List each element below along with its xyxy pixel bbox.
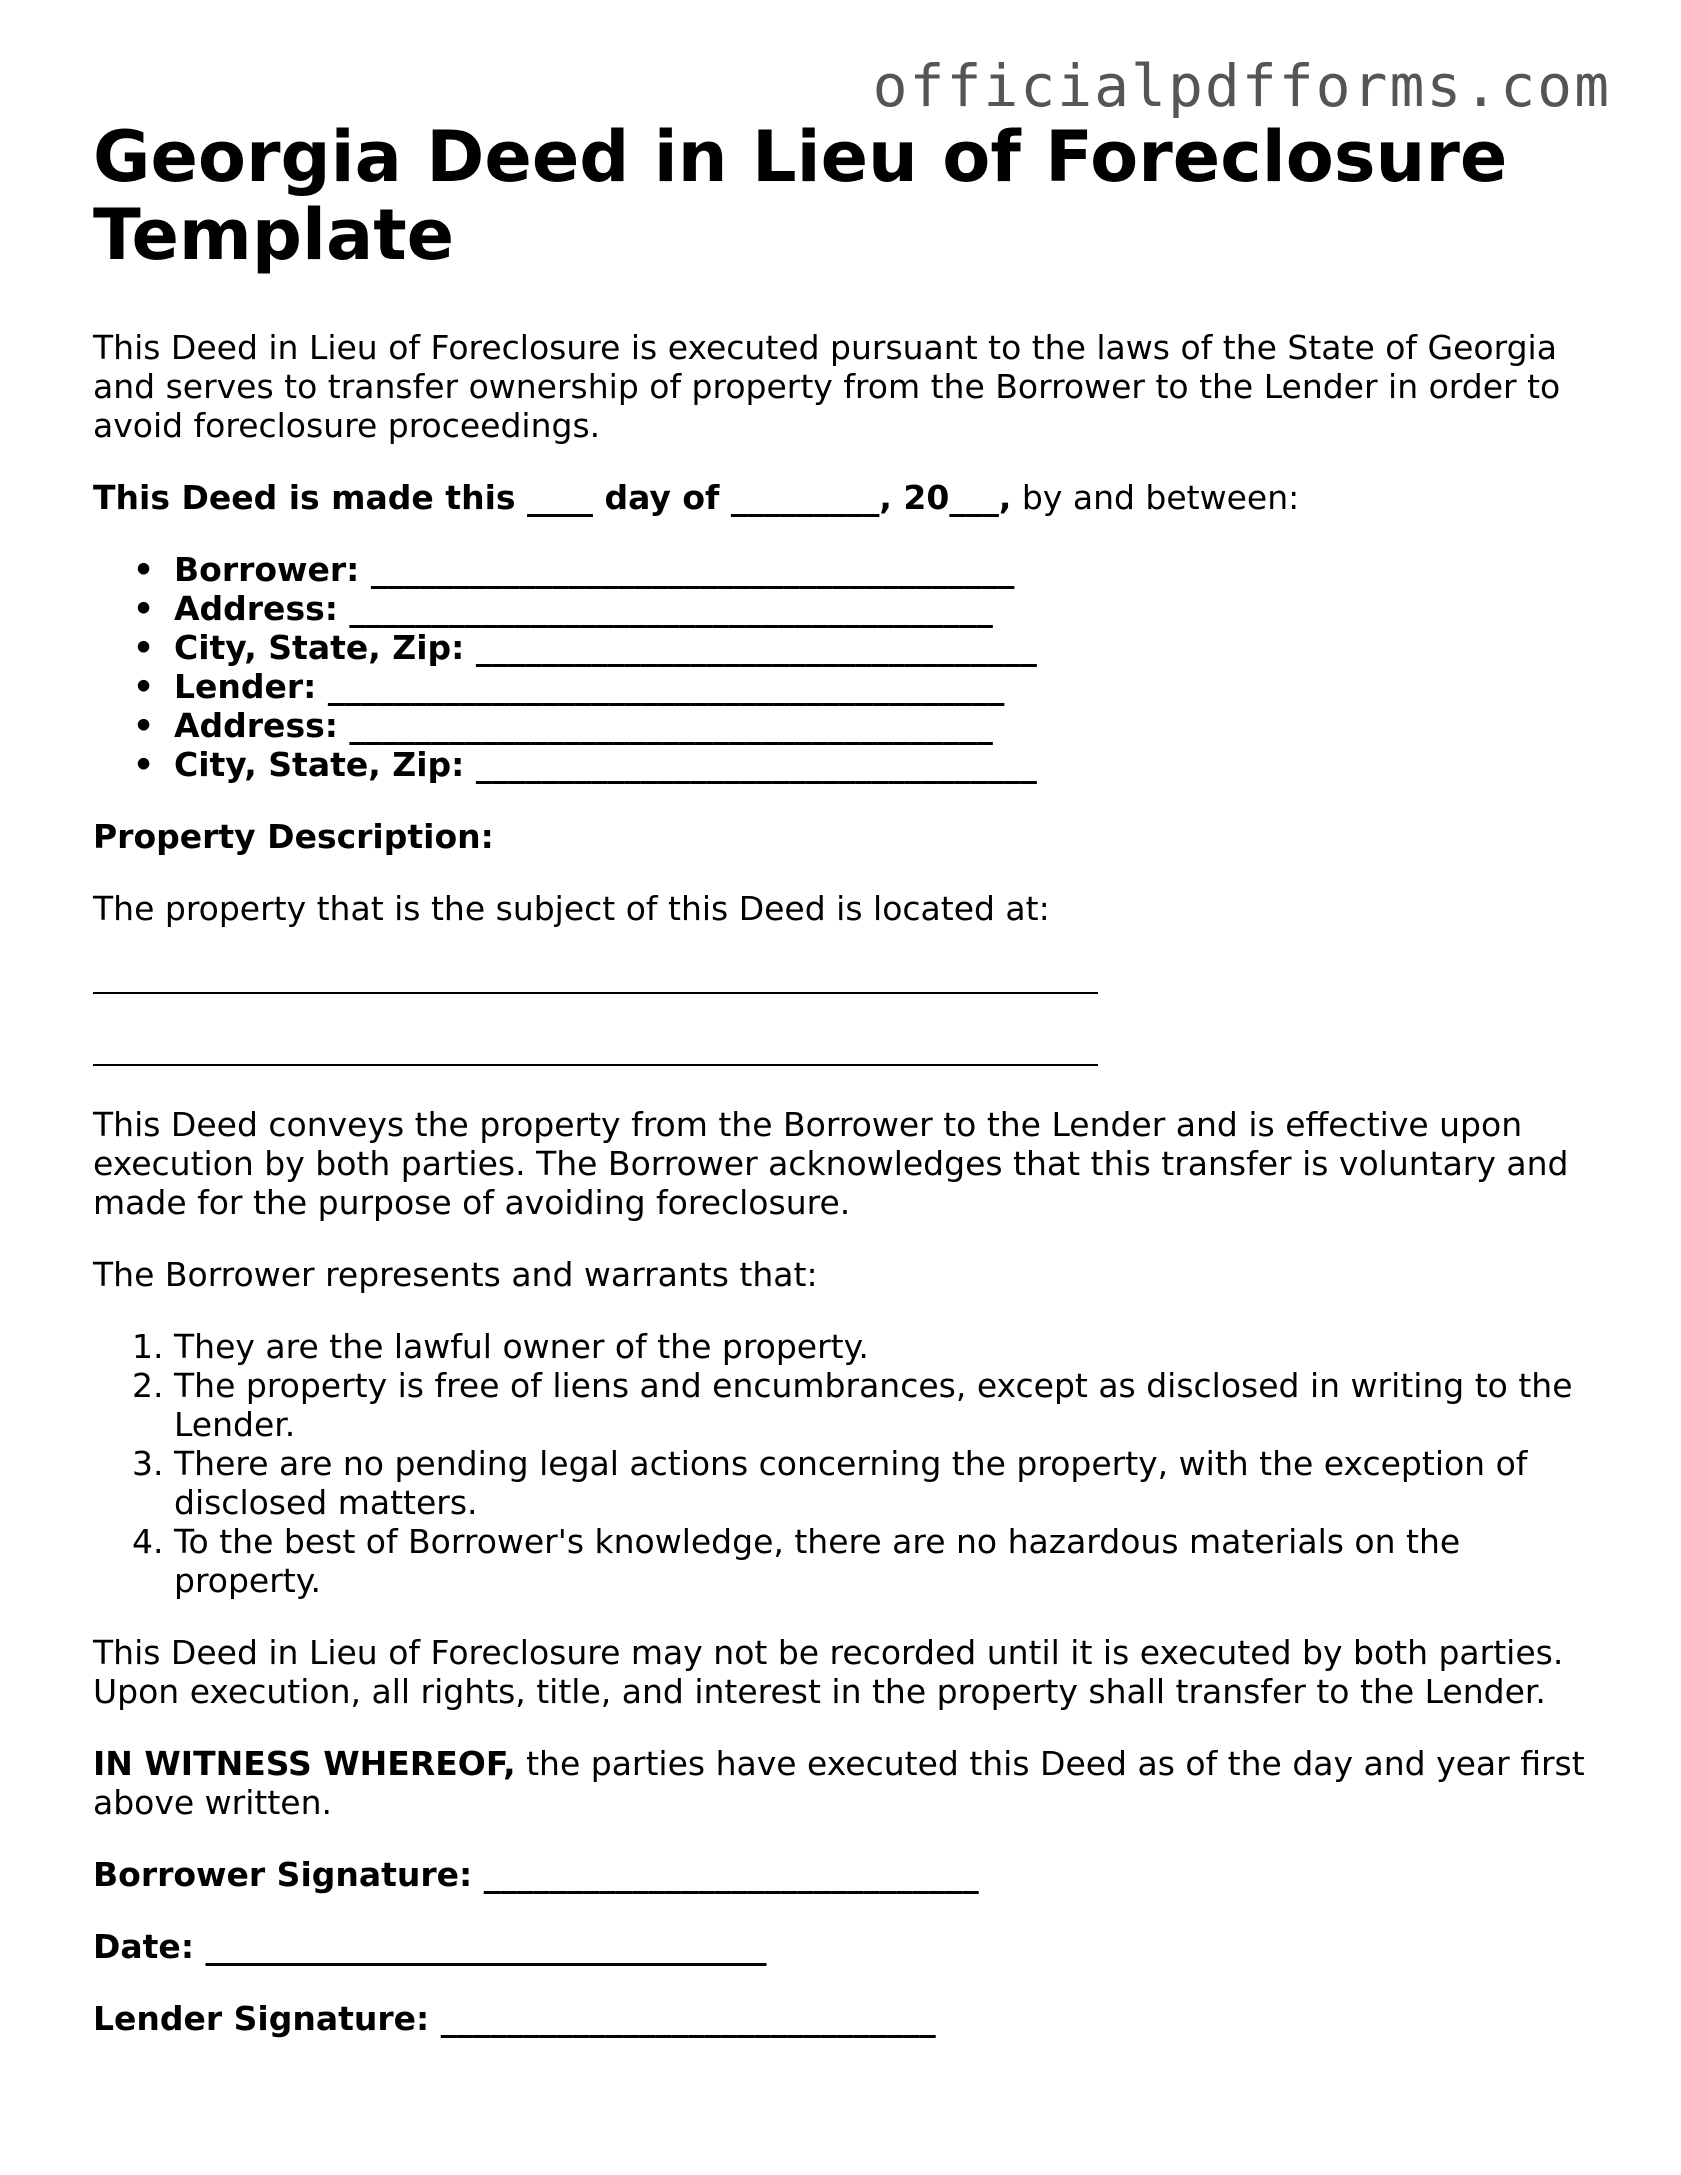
deed-date-rest: by and between: — [1011, 478, 1300, 517]
warranties-list — [93, 1327, 1593, 1600]
party-lender-address-field[interactable]: • Address: _______________________________________ — [133, 706, 1593, 745]
party-borrower-address-field[interactable]: • Address: _______________________________________ — [133, 589, 1593, 628]
witness-rest: the parties have executed this Deed as of the day and year first above written. — [93, 1744, 1585, 1822]
warranty-item: 3. There are no pending legal actions concerning the property, with the exception of disclosed matters. — [174, 1444, 1593, 1522]
page-title: Georgia Deed in Lieu of Foreclosure Template — [93, 116, 1508, 276]
property-intro: The property that is the subject of this Deed is located at: — [93, 889, 1050, 928]
borrower-signature-field[interactable]: Borrower Signature: ______________________________ — [93, 1855, 979, 1894]
intro-paragraph: This Deed in Lieu of Foreclosure is executed pursuant to the laws of the State of Georgia and serves to transfer ownership of property from the Borrower to the Lender in order to avoid foreclosure proceedings. — [93, 328, 1561, 445]
warrants-intro: The Borrower represents and warrants that: — [93, 1255, 818, 1294]
deed-date-line — [93, 478, 1593, 517]
party-borrower-field[interactable]: • Borrower: _______________________________________ — [133, 550, 1593, 589]
property-line-2[interactable] — [93, 1033, 1593, 1072]
party-borrower-city-field[interactable]: • City, State, Zip: __________________________________ — [133, 628, 1593, 667]
warranty-item: 2. The property is free of liens and encumbrances, except as disclosed in writing to the Lender. — [174, 1366, 1593, 1444]
party-lender-city-field[interactable]: • City, State, Zip: __________________________________ — [133, 745, 1593, 784]
witness-bold: IN WITNESS WHEREOF, — [93, 1744, 516, 1783]
deed-date-bold: This Deed is made this ____ day of _________, 20___, — [93, 478, 1012, 517]
property-heading: Property Description: — [93, 817, 494, 856]
conveys-paragraph: This Deed conveys the property from the Borrower to the Lender and is effective upon execution by both parties. The Borrower acknowledges that this transfer is voluntary and made for the purpose of avoiding foreclosure. — [93, 1105, 1569, 1222]
warranty-item: 4. To the best of Borrower's knowledge, there are no hazardous materials on the property. — [174, 1522, 1593, 1600]
property-line-1[interactable] — [93, 961, 1593, 1000]
watermark: officialpdfforms.com — [872, 52, 1611, 120]
party-lender-field[interactable]: • Lender: _________________________________________ — [133, 667, 1593, 706]
parties-list — [93, 550, 1593, 784]
lender-signature-field[interactable]: Lender Signature: ______________________________ — [93, 1999, 936, 2038]
recording-paragraph: This Deed in Lieu of Foreclosure may not be recorded until it is executed by both parties. Upon execution, all rights, title, and interest in the property shall transfer to the Lender. — [93, 1633, 1564, 1711]
warranty-item: 1. They are the lawful owner of the property. — [174, 1327, 1593, 1366]
witness-paragraph — [93, 1744, 1593, 1822]
document-page — [93, 118, 1593, 2038]
date-field[interactable]: Date: __________________________________ — [93, 1927, 767, 1966]
